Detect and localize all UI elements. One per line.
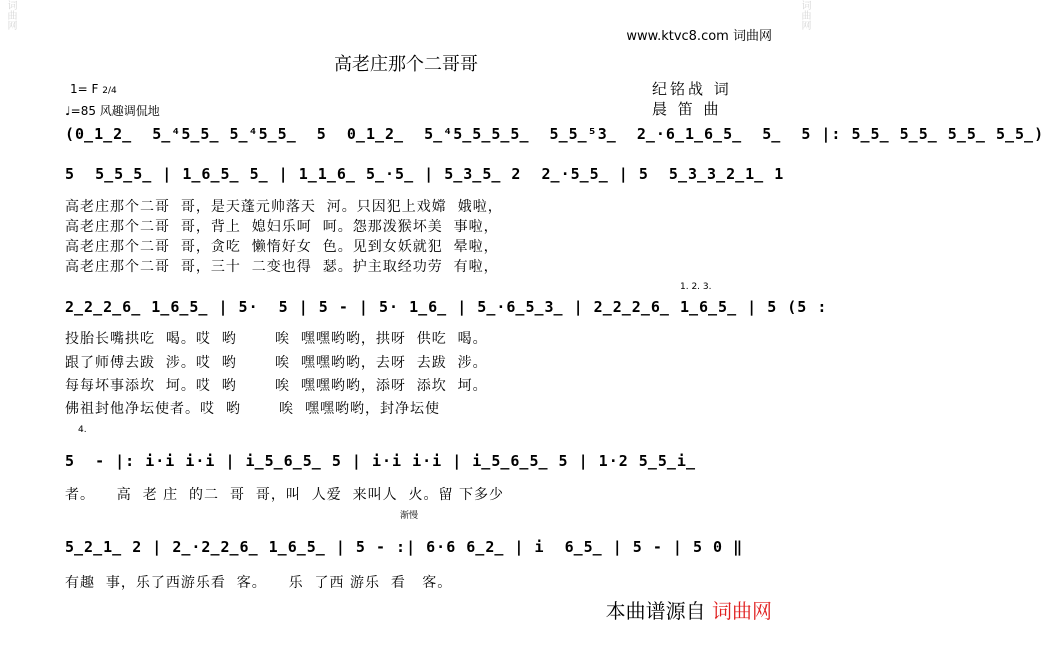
line1-lyric-verse1: 高老庄那个二哥 哥，是天蓬元帅落天 河。只因犯上戏嫦 娥啦， [65, 199, 503, 215]
composer-credit: 晨 笛 曲 [652, 100, 722, 118]
source-label: 本曲谱源自 [605, 599, 706, 623]
site-url[interactable]: www.ktvc8.com [626, 29, 729, 44]
line2-lyric-verse3: 每每坏事添坎 坷。哎 哟 唉 嘿嘿哟哟，添呀 添坎 坷。 [65, 378, 488, 394]
left-watermark-strip [2, 0, 16, 649]
lyricist-credit: 纪铭战 词 [652, 80, 732, 98]
key-signature [70, 82, 117, 96]
source-footer [606, 595, 772, 624]
line2-lyric-verse4: 佛祖封他净坛使者。哎 哟 唉 嘿嘿哟哟，封净坛使 [65, 401, 440, 417]
watermark-text: 词曲网 [5, 0, 16, 30]
line1-lyric-verse2: 高老庄那个二哥 哥，背上 媳妇乐呵 呵。怨那泼猴坏美 事啦， [65, 219, 499, 235]
volta-4: 4. [78, 425, 87, 435]
source-name[interactable]: 词曲网 [712, 599, 772, 623]
time-signature: 2/4 [102, 86, 117, 96]
watermark-text: 词曲网 [799, 0, 810, 30]
line1-lyric-verse3: 高老庄那个二哥 哥，贪吃 懒惰好女 色。见到女妖就犯 晕啦， [65, 239, 499, 255]
site-header [626, 25, 772, 44]
line1-notes: 5 5̲5̲5̲ | 1̲6̲5̲ 5̲ | 1̲1̲6̲ 5̲·5̲ | 5̲3̲5̲ 2 2̲·5̲5̲ | 5 5̲3̲3̲2̲1̲ 1 [65, 165, 785, 183]
line1-lyric-verse4: 高老庄那个二哥 哥，三十 二变也得 瑟。护主取经功劳 有啦， [65, 259, 499, 275]
line4-notes: 5̲2̲1̲ 2 | 2̲·2̲2̲6̲ 1̲6̲5̲ | 5 - :| 6·6 6̲2̲ | i 6̲5̲ | 5 - | 5 0 ‖ [65, 538, 744, 556]
slow-marking: 渐慢 [400, 511, 419, 521]
line2-notes: 2̲2̲2̲6̲ 1̲6̲5̲ | 5· 5 | 5 - | 5· 1̲6̲ | 5̲·6̲5̲3̲ | 2̲2̲2̲6̲ 1̲6̲5̲ | 5 (5 : [65, 298, 828, 316]
line4-lyrics: 有趣 事，乐了西游乐看 客。 乐 了西 游乐 看 客。 [65, 575, 453, 591]
key-label: 1= F [70, 82, 99, 96]
line2-lyric-verse1: 投胎长嘴拱吃 喝。哎 哟 唉 嘿嘿哟哟，拱呀 供吃 喝。 [65, 331, 488, 347]
right-watermark-strip [796, 0, 810, 649]
intro-notes: (0̲1̲2̲ 5̲⁴5̲5̲ 5̲⁴5̲5̲ 5 0̲1̲2̲ 5̲⁴5̲5̲5̲5̲ 5̲5̲⁵3̲ 2̲·6̲1̲6̲5̲ 5̲ 5 |: 5̲5̲ 5̲5̲ 5̲5̲ 5̲5̲) [65, 125, 1044, 143]
tempo-marking: ♩=85 风趣调侃地 [65, 104, 160, 118]
song-title: 高老庄那个二哥哥 [334, 54, 478, 75]
line2-lyric-verse2: 跟了师傅去跋 涉。哎 哟 唉 嘿嘿哟哟，去呀 去跋 涉。 [65, 355, 488, 371]
volta-1-2-3: 1. 2. 3. [680, 282, 712, 292]
line3-notes: 5 - |: i·i i·i | i̲5̲6̲5̲ 5 | i·i i·i | i̲5̲6̲5̲ 5 | 1·2 5̲5̲i̲ [65, 452, 696, 470]
line3-lyrics: 者。 高 老 庄 的二 哥 哥，叫 人爱 来叫人 火。留 下多少 [65, 487, 505, 503]
site-name: 词曲网 [732, 29, 772, 44]
